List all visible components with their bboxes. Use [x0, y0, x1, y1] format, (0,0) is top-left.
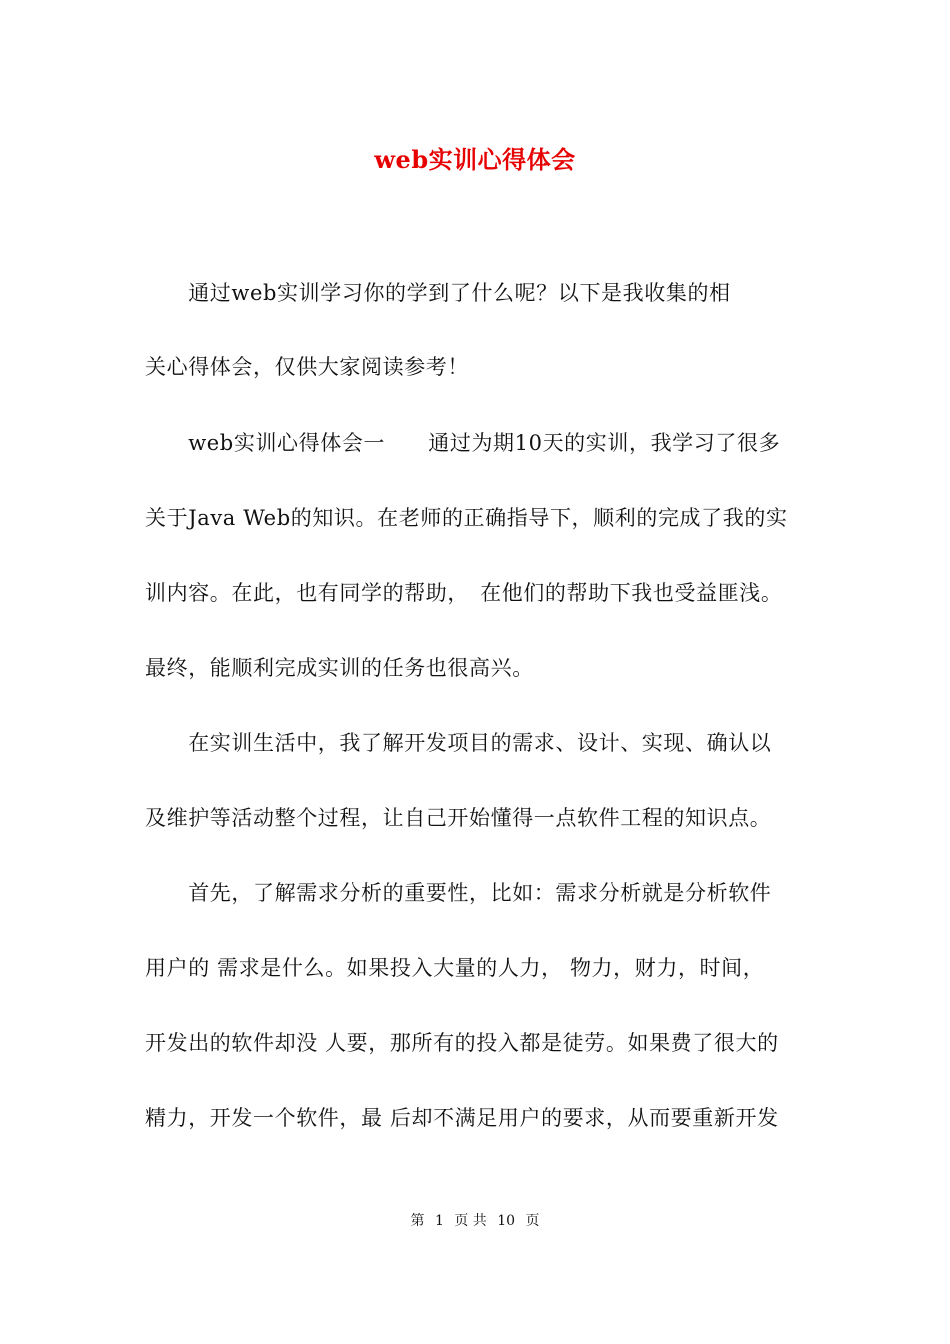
body-line: web实训心得体会一 通过为期10天的实训，我学习了很多 — [145, 431, 781, 455]
footer-total-pages: 10 — [497, 1213, 516, 1229]
body-line: 精力，开发一个软件，最 后却不满足用户的要求，从而要重新开发 — [145, 1106, 779, 1130]
footer-page-number: 1 — [434, 1213, 444, 1229]
document-title: web实训心得体会 — [374, 145, 576, 174]
footer-suffix: 页 — [525, 1213, 540, 1229]
body-line: 最终，能顺利完成实训的任务也很高兴。 — [145, 656, 534, 680]
body-line: 关心得体会，仅供大家阅读参考！ — [145, 355, 469, 379]
body-line: 开发出的软件却没 人要，那所有的投入都是徒劳。如果费了很大的 — [145, 1031, 779, 1055]
body-line: 首先，了解需求分析的重要性，比如：需求分析就是分析软件 — [145, 881, 772, 905]
page-footer — [0, 1210, 950, 1230]
footer-prefix: 第 — [410, 1213, 425, 1229]
footer-middle: 页 共 — [454, 1213, 487, 1229]
body-line: 关于Java Web的知识。在老师的正确指导下，顺利的完成了我的实 — [145, 506, 788, 530]
body-line: 训内容。在此，也有同学的帮助， 在他们的帮助下我也受益匪浅。 — [145, 581, 783, 605]
body-line: 在实训生活中，我了解开发项目的需求、设计、实现、确认以 — [145, 731, 772, 755]
body-line: 通过web实训学习你的学到了什么呢？以下是我收集的相 — [145, 281, 731, 305]
body-line: 及维护等活动整个过程，让自己开始懂得一点软件工程的知识点。 — [145, 806, 772, 830]
body-line: 用户的 需求是什么。如果投入大量的人力， 物力，财力，时间， — [145, 956, 765, 980]
